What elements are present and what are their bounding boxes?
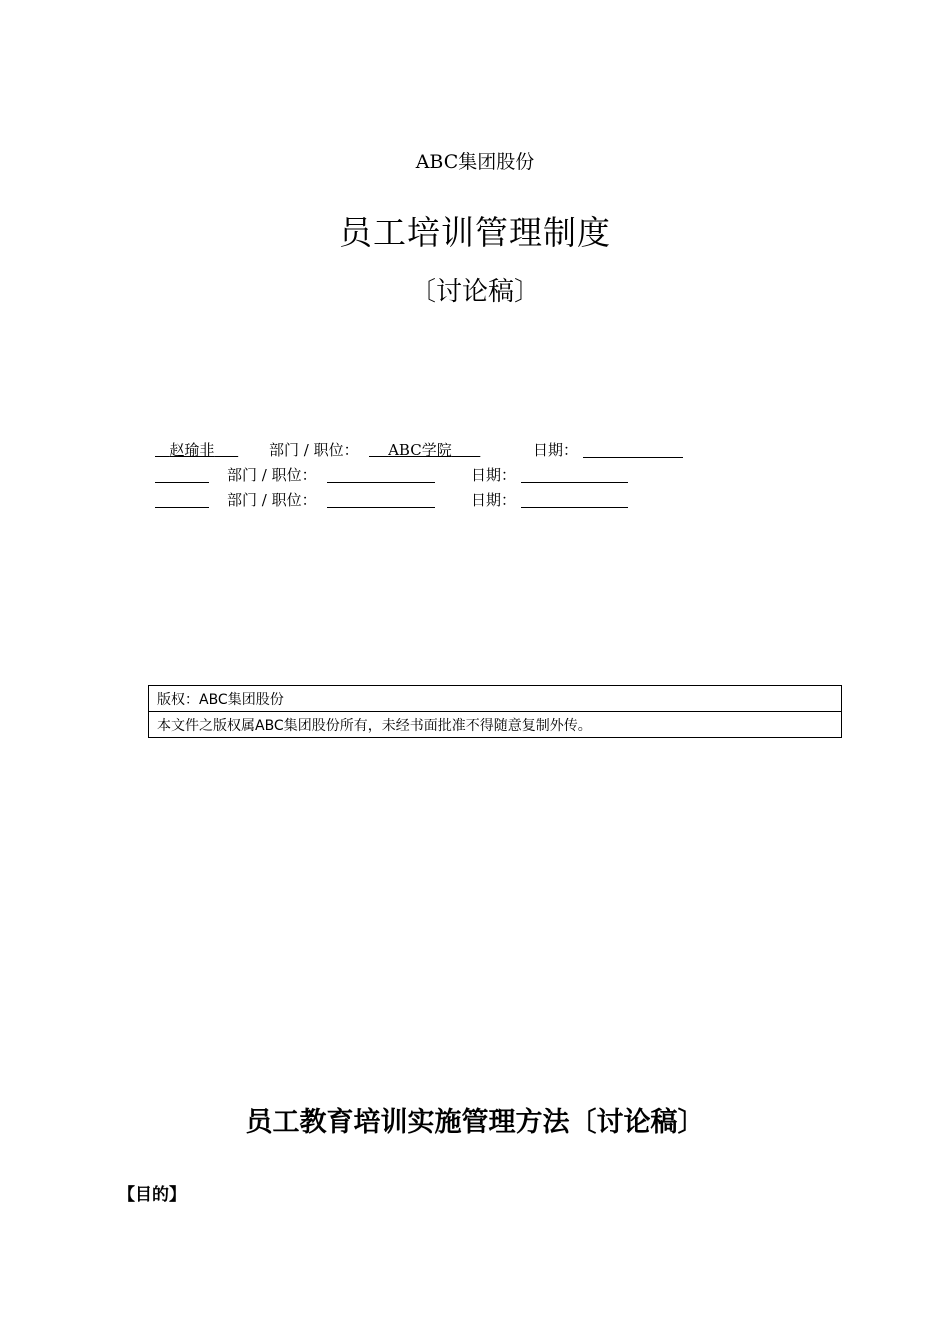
signoff-date-label: 日期： <box>533 441 579 459</box>
copyright-header-row <box>149 686 842 712</box>
signoff-date-label: 日期： <box>471 491 517 509</box>
company-name: ABC集团股份 <box>415 151 535 173</box>
signoff-name-blank <box>155 493 209 508</box>
copyright-header: 版权：ABC集团股份 <box>149 686 842 712</box>
signoff-dept-blank <box>327 493 435 508</box>
signoff-row-1 <box>155 440 238 460</box>
signoff-dept-label: 部门 / 职位： <box>269 441 359 459</box>
signoff-dept-blank <box>327 468 435 483</box>
signoff-date-blank <box>521 468 628 483</box>
purpose-heading: 【目的】 <box>118 1185 186 1205</box>
copyright-notice: 本文件之版权属ABC集团股份所有，未经书面批准不得随意复制外传。 <box>149 712 842 738</box>
copyright-notice-row <box>149 712 842 738</box>
copyright-box <box>148 685 842 738</box>
signoff-dept-label: 部门 / 职位： <box>227 466 317 484</box>
signoff-date-label: 日期： <box>471 466 517 484</box>
signoff-dept-label: 部门 / 职位： <box>227 491 317 509</box>
document-title: 员工培训管理制度 <box>339 213 611 252</box>
signoff-name: 赵瑜非 <box>169 441 215 459</box>
signoff-date-blank <box>583 443 683 458</box>
section-title: 员工教育培训实施管理方法〔讨论稿〕 <box>245 1107 705 1138</box>
signoff-name-blank <box>155 468 209 483</box>
signoff-date-blank <box>521 493 628 508</box>
document-subtitle: 〔讨论稿〕 <box>409 277 540 307</box>
signoff-dept-value: ABC学院 <box>388 441 452 459</box>
